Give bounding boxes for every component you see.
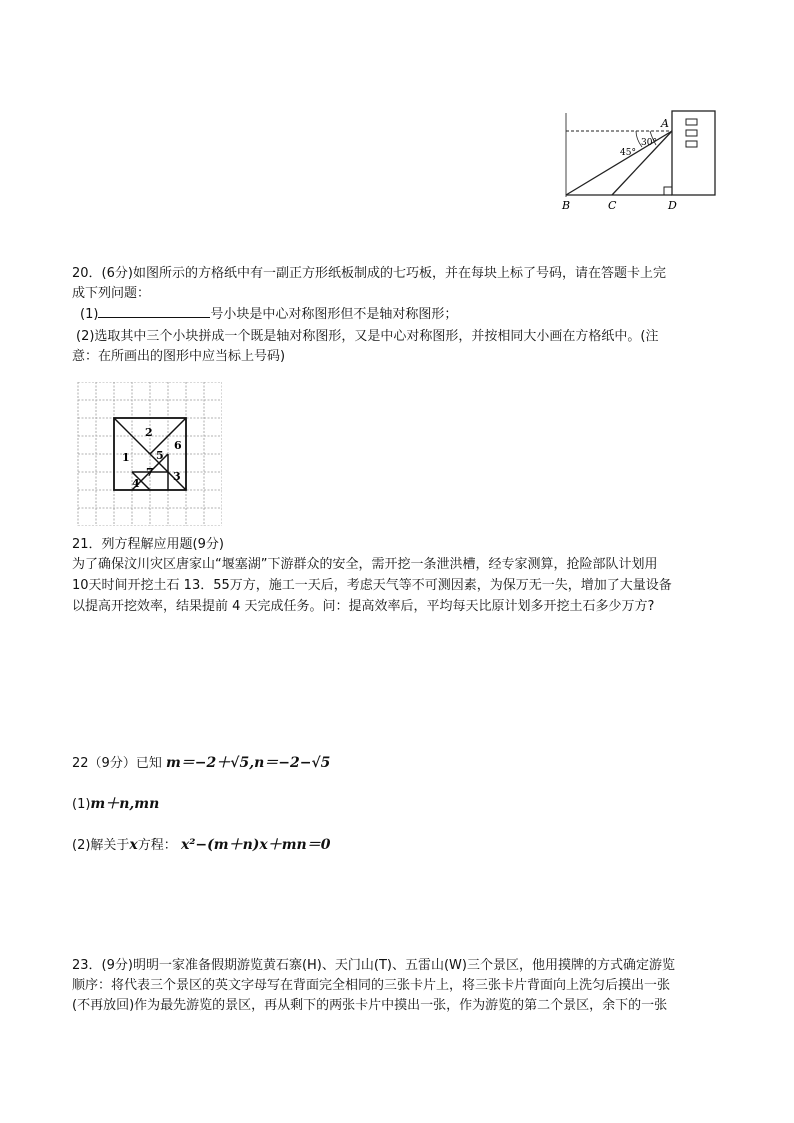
tangram-grid-figure <box>74 382 222 526</box>
tangram-number-3: 3 <box>173 470 181 483</box>
label-30: 30° <box>641 138 657 148</box>
q22-part1-label: (1) <box>72 797 91 812</box>
q20-part1-blank <box>98 305 210 318</box>
tangram-number-2: 2 <box>145 426 153 439</box>
label-A: A <box>661 117 669 130</box>
building-rect <box>672 111 715 195</box>
q21-title: 21．列方程解应用题(9分) <box>72 537 224 552</box>
tangram-number-7: 7 <box>146 466 154 479</box>
q20-part1 <box>80 305 457 325</box>
label-45: 45° <box>620 148 636 158</box>
q22-part1-expr: m＋n,mn <box>90 796 160 812</box>
q23-line2: 顺序：将代表三个景区的英文字母写在背面完全相同的三张卡片上，将三张卡片背面向上洗匀后摸出一张 <box>72 978 671 993</box>
q22-part2-mid: 方程： <box>137 838 177 853</box>
q22-part2-expr: x²−(m＋n)x＋mn＝0 <box>180 837 331 853</box>
q21-line3: 以提高开挖效率，结果提前 4 天完成任务。问：提高效率后，平均每天比原计划多开挖土石多少万方? <box>72 599 655 614</box>
geometry-figure-building <box>560 105 725 217</box>
window-2 <box>686 130 697 136</box>
label-B: B <box>562 199 571 212</box>
label-C: C <box>608 199 617 212</box>
q22-part2-var: x <box>129 837 138 853</box>
q22-part1 <box>72 794 159 815</box>
right-angle-mark <box>664 187 672 195</box>
q21-line2: 10天时间开挖土石 13．55万方，施工一天后，考虑天气等不可测因素，为保万无一失，增加了大量设备 <box>72 578 672 593</box>
q22-given-expr: m＝−2＋√5,n＝−2−√5 <box>165 755 331 771</box>
q20-part1-prefix: (1) <box>80 307 99 322</box>
tangram-number-1: 1 <box>122 451 130 464</box>
q20-part2-line2: 意：在所画出的图形中应当标上号码) <box>72 349 286 364</box>
q22-part2 <box>72 835 330 856</box>
label-D: D <box>668 199 677 212</box>
window-1 <box>686 119 697 125</box>
q22-prefix: 22（9分）已知 <box>72 756 162 771</box>
q20-line1: 20．(6分)如图所示的方格纸中有一副正方形纸板制成的七巧板，并在每块上标了号码，请在答题卡上完 <box>72 266 666 281</box>
q20-line2: 成下列问题： <box>72 286 151 301</box>
window-3 <box>686 141 697 147</box>
q20-part1-suffix: 号小块是中心对称图形但不是轴对称图形； <box>210 307 458 322</box>
q20-part2-line1: (2)选取其中三个小块拼成一个既是轴对称图形，又是中心对称图形，并按相同大小画在方格纸中。(注 <box>76 329 659 344</box>
tangram-number-4: 4 <box>132 477 140 490</box>
q23-line1: 23．(9分)明明一家准备假期游览黄石寨(H)、天门山(T)、五雷山(W)三个景区，他用摸牌的方式确定游览 <box>72 958 675 973</box>
tangram-number-5: 5 <box>156 449 164 462</box>
tangram-number-6: 6 <box>174 439 182 452</box>
q21-line1: 为了确保汶川灾区唐家山“堰塞湖”下游群众的安全，需开挖一条泄洪槽，经专家测算，抢险部队计划用 <box>72 557 658 572</box>
q23-line3: (不再放回)作为最先游览的景区，再从剩下的两张卡片中摸出一张，作为游览的第二个景区，余下的一张 <box>72 998 668 1013</box>
q22-part2-label: (2)解关于 <box>72 838 130 853</box>
q22-given <box>72 753 330 774</box>
